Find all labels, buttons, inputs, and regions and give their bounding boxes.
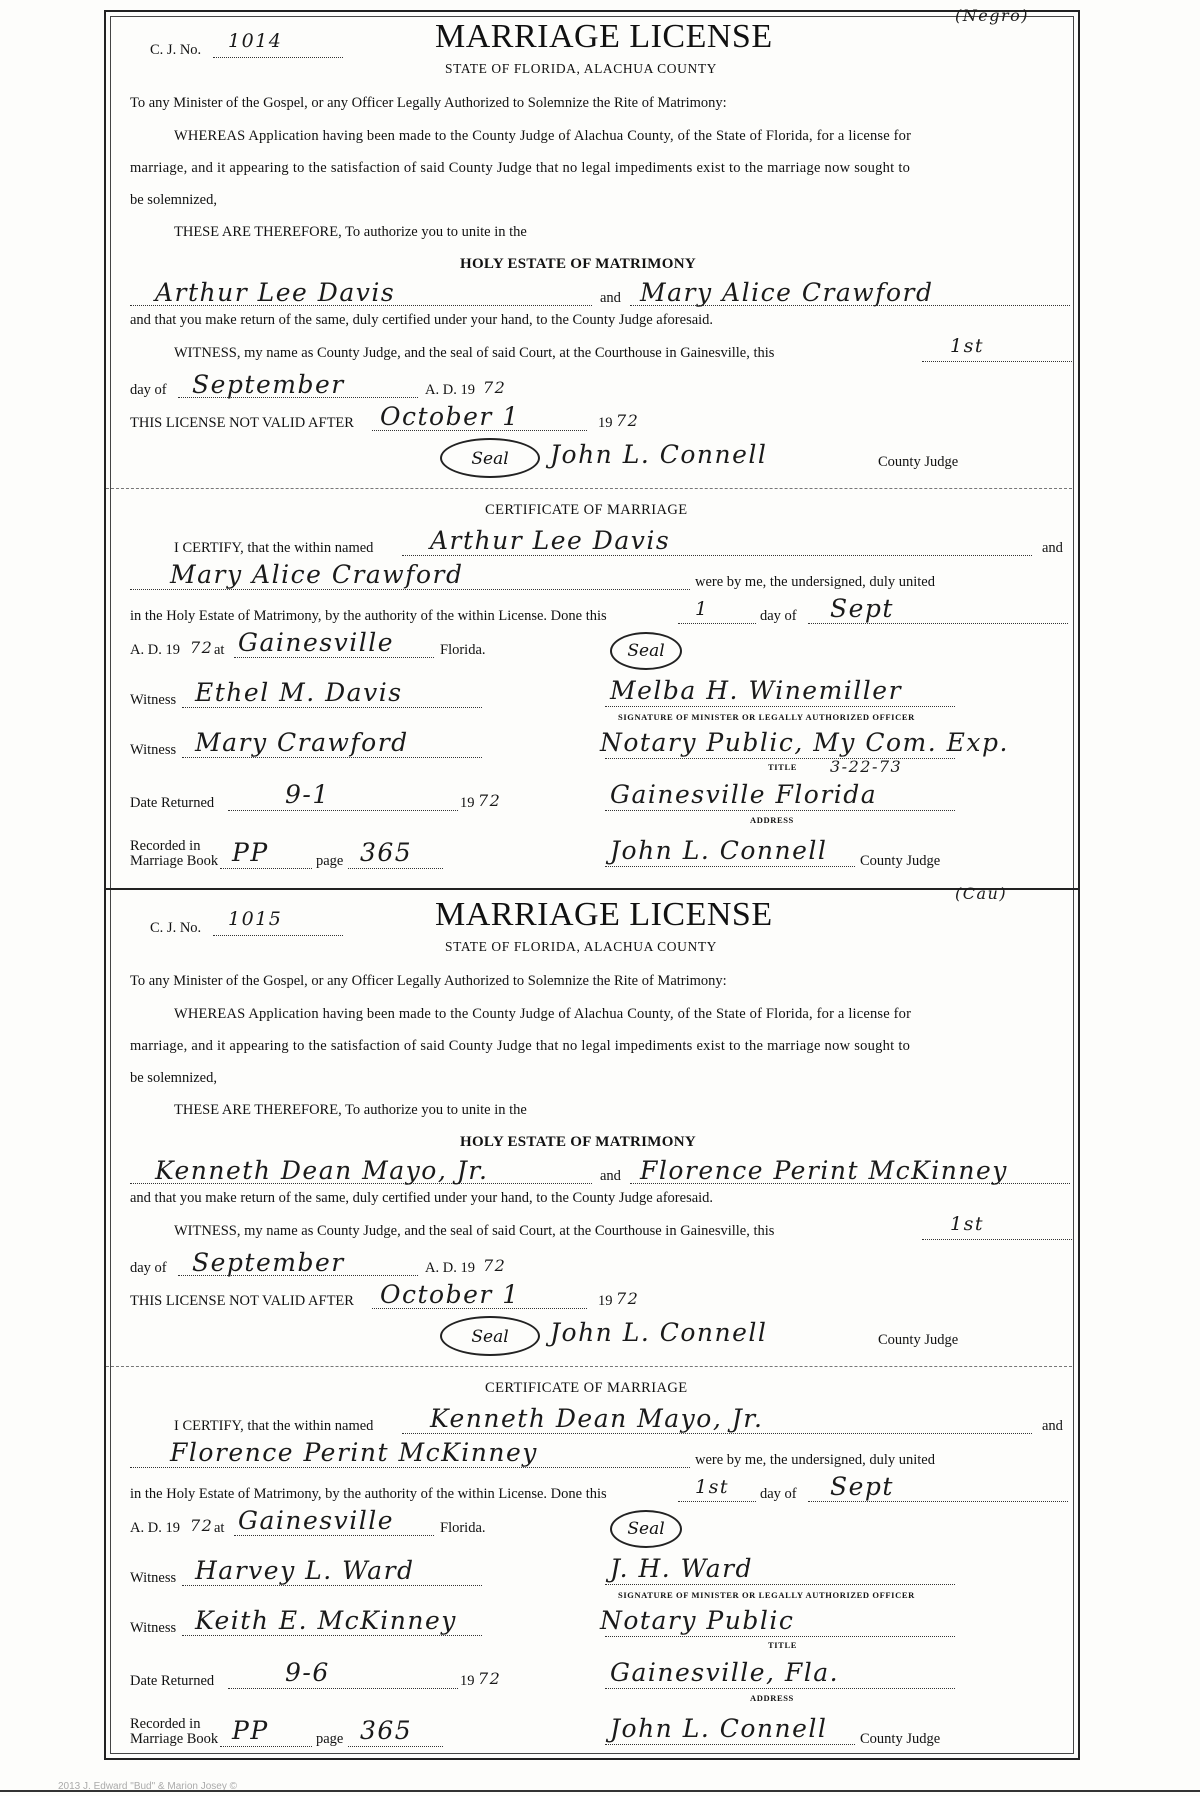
license-title: MARRIAGE LICENSE <box>435 896 773 933</box>
final-judge-signature: John L. Connell <box>610 836 828 865</box>
witness-1-line <box>182 1585 482 1586</box>
license-subtitle: STATE OF FLORIDA, ALACHUA COUNTY <box>445 61 718 76</box>
date-returned-label: Date Returned <box>130 1673 215 1689</box>
done-day-line <box>678 1501 756 1502</box>
book-value: PP <box>232 838 269 867</box>
page-line <box>348 868 443 869</box>
license-month: September <box>192 1248 345 1277</box>
florida-label: Florida. <box>440 1520 486 1536</box>
day-of-label: day of <box>130 382 167 398</box>
bride-name: Florence Perint McKinney <box>640 1156 1008 1185</box>
cert-and-label: and <box>1042 1418 1063 1434</box>
day-number-line <box>922 1239 1072 1240</box>
holy-estate-heading: HOLY ESTATE OF MATRIMONY <box>460 1134 696 1150</box>
address-line: To any Minister of the Gospel, or any Officer Legally Authorized to Solemnize the Rite of Matrimony: <box>130 95 727 111</box>
date-returned-label: Date Returned <box>130 795 215 811</box>
bride-name: Mary Alice Crawford <box>640 278 934 307</box>
united-text: were by me, the undersigned, duly united <box>695 574 935 590</box>
address-line: To any Minister of the Gospel, or any Officer Legally Authorized to Solemnize the Rite of Matrimony: <box>130 973 727 989</box>
ad-at-label: A. D. 19 <box>130 642 180 658</box>
done-day-line <box>678 623 756 624</box>
witness-1-label: Witness <box>130 1570 177 1586</box>
day-of-label: day of <box>130 1260 167 1276</box>
cert-bride-name: Florence Perint McKinney <box>170 1438 538 1467</box>
seal-mark: Seal <box>440 438 540 478</box>
page-edge-line <box>0 1790 1200 1792</box>
therefore-line: THESE ARE THEREFORE, To authorize you to unite in the <box>174 224 527 240</box>
page-value: 365 <box>360 838 413 867</box>
done-day: 1st <box>695 1476 729 1498</box>
section-rule <box>106 1366 1072 1367</box>
title-caption: TITLE <box>768 1640 797 1650</box>
authority-text: in the Holy Estate of Matrimony, by the authority of the within License. Done this <box>130 608 607 624</box>
done-day: 1 <box>695 598 709 620</box>
cert-groom-line <box>402 555 1032 556</box>
ad-label: A. D. 19 <box>425 1260 475 1276</box>
title-caption: TITLE <box>768 762 797 772</box>
certify-text: I CERTIFY, that the within named <box>174 540 374 556</box>
witness-1-name: Ethel M. Davis <box>195 678 403 707</box>
florida-label: Florida. <box>440 642 486 658</box>
witness-2-name: Mary Crawford <box>195 728 409 757</box>
final-judge-line <box>605 866 855 867</box>
witness-2-label: Witness <box>130 1620 177 1636</box>
witness-2-name: Keith E. McKinney <box>195 1606 457 1635</box>
witness-text: WITNESS, my name as County Judge, and the seal of said Court, at the Courthouse in Gainesville, this <box>174 1223 775 1239</box>
judge-signature: John L. Connell <box>550 440 768 469</box>
officer-address: Gainesville Florida <box>610 780 878 809</box>
whereas-line-1: WHEREAS Application having been made to the County Judge of Alachua County, of the State of Florida, for a license for <box>174 1006 912 1022</box>
return-line: and that you make return of the same, duly certified under your hand, to the County Judge aforesaid. <box>130 312 714 328</box>
cj-number: 1014 <box>228 30 283 52</box>
cj-number-line <box>213 935 343 936</box>
page-line <box>348 1746 443 1747</box>
returned-year-prefix: 19 <box>460 795 475 811</box>
license-divider <box>106 888 1078 890</box>
book-line <box>220 868 312 869</box>
whereas-line-3: be solemnized, <box>130 1070 217 1086</box>
cert-groom-name: Arthur Lee Davis <box>430 526 671 555</box>
done-day-of-label: day of <box>760 608 797 624</box>
section-rule <box>106 488 1072 489</box>
done-year: 72 <box>190 1516 214 1535</box>
officer-address: Gainesville, Fla. <box>610 1658 840 1687</box>
valid-year: 72 <box>616 411 640 430</box>
done-month-line <box>808 1501 1068 1502</box>
whereas-line-2: marriage, and it appearing to the satisfaction of said County Judge that no legal impediments exist to the marriage now sought to <box>130 1038 911 1054</box>
seal-mark: Seal <box>440 1316 540 1356</box>
ad-label: A. D. 19 <box>425 382 475 398</box>
witness-1-name: Harvey L. Ward <box>195 1556 415 1585</box>
book-value: PP <box>232 1716 269 1745</box>
not-valid-label: THIS LICENSE NOT VALID AFTER <box>130 1293 354 1309</box>
witness-text: WITNESS, my name as County Judge, and the seal of said Court, at the Courthouse in Gainesville, this <box>174 345 775 361</box>
groom-name: Arthur Lee Davis <box>155 278 396 307</box>
officer-title: Notary Public <box>600 1606 795 1635</box>
officer-address-line <box>605 1688 955 1689</box>
valid-year: 72 <box>616 1289 640 1308</box>
witness-2-line <box>182 1635 482 1636</box>
witness-2-line <box>182 757 482 758</box>
place-line <box>234 657 434 658</box>
cj-number: 1015 <box>228 908 283 930</box>
date-returned: 9-1 <box>285 780 330 809</box>
officer-signature: J. H. Ward <box>610 1554 754 1583</box>
page-label: page <box>316 853 344 869</box>
cert-and-label: and <box>1042 540 1063 556</box>
county-judge-label: County Judge <box>878 454 959 470</box>
recorded-in-label: Recorded in <box>130 838 201 854</box>
and-label: and <box>600 1168 621 1184</box>
license-month: September <box>192 370 345 399</box>
holy-estate-heading: HOLY ESTATE OF MATRIMONY <box>460 256 696 272</box>
done-month: Sept <box>830 594 894 623</box>
cert-bride-name: Mary Alice Crawford <box>170 560 464 589</box>
done-year: 72 <box>190 638 214 657</box>
groom-name: Kenneth Dean Mayo, Jr. <box>155 1156 489 1185</box>
race-annotation: (Negro) <box>955 6 1029 25</box>
address-caption: ADDRESS <box>750 1693 794 1703</box>
copyright-watermark: 2013 J. Edward "Bud" & Marion Josey © <box>58 1781 237 1792</box>
place-line <box>234 1535 434 1536</box>
cert-groom-line <box>402 1433 1032 1434</box>
officer-caption: SIGNATURE OF MINISTER OR LEGALLY AUTHORIZED OFFICER <box>618 712 915 722</box>
valid-until: October 1 <box>380 402 520 431</box>
at-label: at <box>214 642 225 658</box>
place-name: Gainesville <box>238 1506 395 1535</box>
final-judge-line <box>605 1744 855 1745</box>
officer-address-line <box>605 810 955 811</box>
officer-caption: SIGNATURE OF MINISTER OR LEGALLY AUTHORIZED OFFICER <box>618 1590 915 1600</box>
cert-groom-name: Kenneth Dean Mayo, Jr. <box>430 1404 764 1433</box>
race-annotation: (Cau) <box>955 884 1008 903</box>
valid-until: October 1 <box>380 1280 520 1309</box>
officer-title-line <box>605 1636 955 1637</box>
cj-label: C. J. No. <box>150 920 202 936</box>
day-number: 1st <box>950 1213 984 1235</box>
returned-year-prefix: 19 <box>460 1673 475 1689</box>
cj-label: C. J. No. <box>150 42 202 58</box>
ad-at-label: A. D. 19 <box>130 1520 180 1536</box>
marriage-book-label: Marriage Book <box>130 1731 219 1747</box>
page-value: 365 <box>360 1716 413 1745</box>
date-returned-line <box>228 810 458 811</box>
day-number-line <box>922 361 1072 362</box>
cj-number-line <box>213 57 343 58</box>
returned-year: 72 <box>478 791 502 810</box>
at-label: at <box>214 1520 225 1536</box>
day-number: 1st <box>950 335 984 357</box>
county-judge-label: County Judge <box>878 1332 959 1348</box>
title-extra: 3-22-73 <box>830 757 903 776</box>
judge-signature: John L. Connell <box>550 1318 768 1347</box>
recorded-in-label: Recorded in <box>130 1716 201 1732</box>
officer-signature: Melba H. Winemiller <box>610 676 903 705</box>
final-county-judge-label: County Judge <box>860 853 941 869</box>
cert-bride-line <box>130 1467 690 1468</box>
officer-title: Notary Public, My Com. Exp. <box>600 728 1009 757</box>
date-returned-line <box>228 1688 458 1689</box>
returned-year: 72 <box>478 1669 502 1688</box>
book-line <box>220 1746 312 1747</box>
place-name: Gainesville <box>238 628 395 657</box>
certify-text: I CERTIFY, that the within named <box>174 1418 374 1434</box>
witness-1-label: Witness <box>130 692 177 708</box>
officer-signature-line <box>605 1584 955 1585</box>
united-text: were by me, the undersigned, duly united <box>695 1452 935 1468</box>
license-title: MARRIAGE LICENSE <box>435 18 773 55</box>
whereas-line-2: marriage, and it appearing to the satisfaction of said County Judge that no legal impediments exist to the marriage now sought to <box>130 160 911 176</box>
return-line: and that you make return of the same, duly certified under your hand, to the County Judge aforesaid. <box>130 1190 714 1206</box>
whereas-line-3: be solemnized, <box>130 192 217 208</box>
officer-seal-mark: Seal <box>610 1510 682 1548</box>
witness-2-label: Witness <box>130 742 177 758</box>
certificate-title: CERTIFICATE OF MARRIAGE <box>485 1380 688 1396</box>
page-label: page <box>316 1731 344 1747</box>
valid-year-prefix: 19 <box>598 1293 613 1309</box>
therefore-line: THESE ARE THEREFORE, To authorize you to unite in the <box>174 1102 527 1118</box>
marriage-book-label: Marriage Book <box>130 853 219 869</box>
authority-text: in the Holy Estate of Matrimony, by the authority of the within License. Done this <box>130 1486 607 1502</box>
date-returned: 9-6 <box>285 1658 330 1687</box>
done-month: Sept <box>830 1472 894 1501</box>
whereas-line-1: WHEREAS Application having been made to the County Judge of Alachua County, of the State of Florida, for a license for <box>174 128 912 144</box>
officer-seal-mark: Seal <box>610 632 682 670</box>
officer-signature-line <box>605 706 955 707</box>
officer-title-line <box>605 758 955 759</box>
done-day-of-label: day of <box>760 1486 797 1502</box>
license-year: 72 <box>483 378 507 397</box>
cert-bride-line <box>130 589 690 590</box>
final-county-judge-label: County Judge <box>860 1731 941 1747</box>
and-label: and <box>600 290 621 306</box>
witness-1-line <box>182 707 482 708</box>
address-caption: ADDRESS <box>750 815 794 825</box>
license-subtitle: STATE OF FLORIDA, ALACHUA COUNTY <box>445 939 718 954</box>
done-month-line <box>808 623 1068 624</box>
certificate-title: CERTIFICATE OF MARRIAGE <box>485 502 688 518</box>
valid-year-prefix: 19 <box>598 415 613 431</box>
final-judge-signature: John L. Connell <box>610 1714 828 1743</box>
license-year: 72 <box>483 1256 507 1275</box>
not-valid-label: THIS LICENSE NOT VALID AFTER <box>130 415 354 431</box>
